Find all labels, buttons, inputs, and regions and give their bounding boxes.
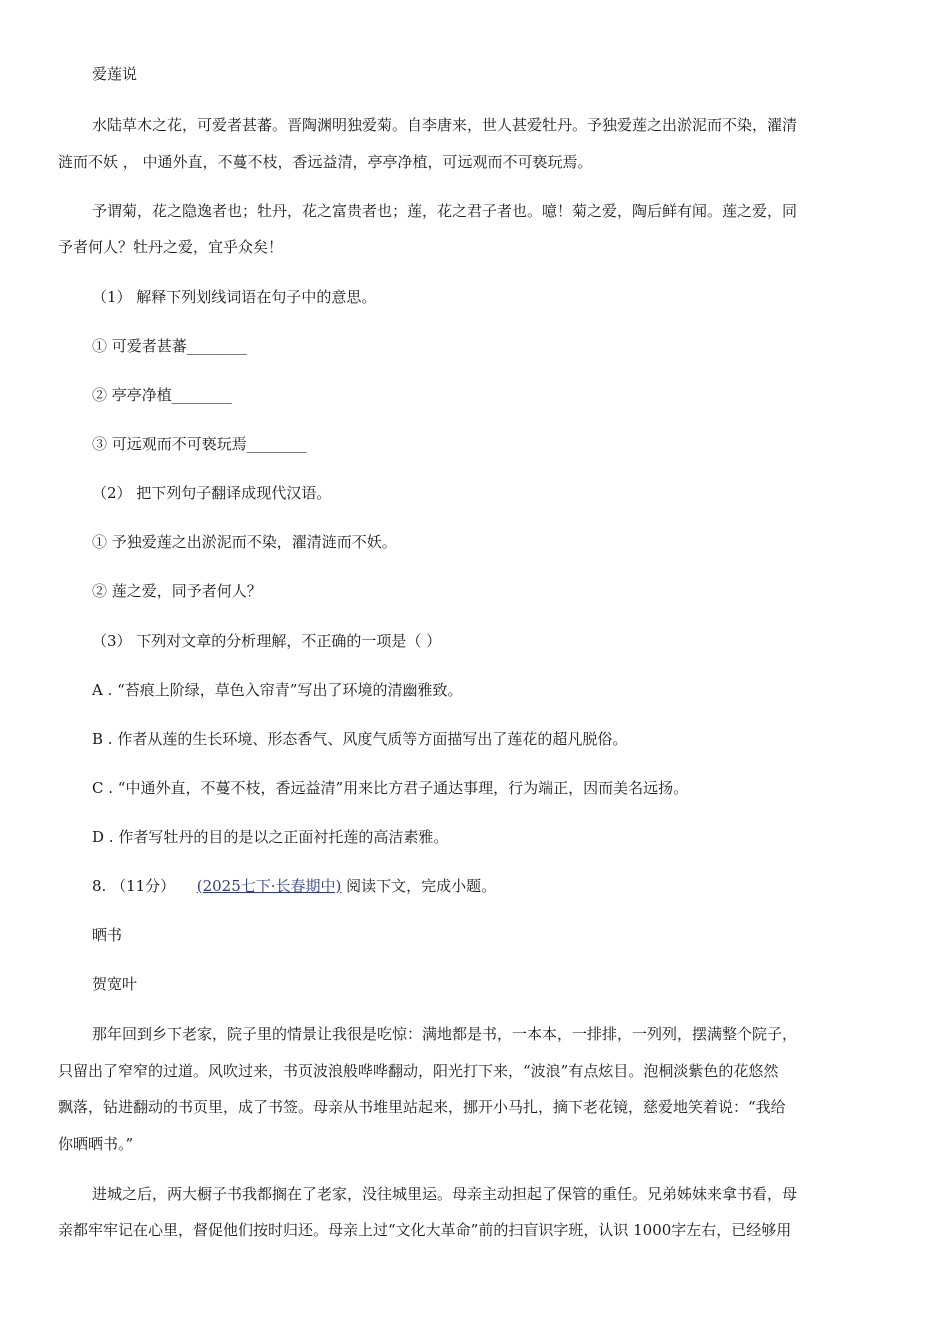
passage-paragraph-line: 飘落，钻进翻动的书页里，成了书签。母亲从书堆里站起来，挪开小马扎，摘下老花镜，慈爱地笑着说：“我给 <box>58 1098 786 1116</box>
passage-title: 爱莲说 <box>92 65 138 83</box>
choice-option-d: D . 作者写牡丹的目的是以之正面衬托莲的高洁素雅。 <box>92 828 449 846</box>
passage-paragraph-line: 涟而不妖 ， 中通外直，不蔓不枝，香远益清，亭亭净植，可远观而不可亵玩焉。 <box>58 153 593 171</box>
question-item: ③ 可远观而不可亵玩焉________ <box>92 435 307 453</box>
passage-author: 贺宽叶 <box>92 975 138 993</box>
choice-option-b: B . 作者从莲的生长环境、形态香气、风度气质等方面描写出了莲花的超凡脱俗。 <box>92 730 628 748</box>
passage-paragraph-line: 只留出了窄窄的过道。风吹过来，书页波浪般哗哗翻动，阳光打下来，“波浪”有点炫目。泡桐淡紫色的花悠然 <box>58 1062 779 1080</box>
choice-option-a: A . “苔痕上阶绿，草色入帘青”写出了环境的清幽雅致。 <box>92 681 463 699</box>
passage-paragraph-line: 水陆草木之花，可爱者甚蕃。晋陶渊明独爱菊。自李唐来，世人甚爱牡丹。予独爱莲之出淤泥而不染，濯清 <box>92 116 798 134</box>
passage-paragraph-line: 你晒晒书。” <box>58 1135 134 1153</box>
question-instruction: 阅读下文，完成小题。 <box>346 877 497 895</box>
question-prompt: （3） 下列对文章的分析理解，不正确的一项是（ ） <box>92 632 442 650</box>
question-item: ② 亭亭净植________ <box>92 386 232 404</box>
question-header <box>92 876 496 896</box>
source-link[interactable]: (2025七下·长春期中) <box>196 877 342 895</box>
question-item: ② 莲之爱，同予者何人？ <box>92 582 262 600</box>
question-prompt: （2） 把下列句子翻译成现代汉语。 <box>92 484 332 502</box>
choice-option-c: C . “中通外直，不蔓不枝，香远益清”用来比方君子通达事理，行为端正，因而美名远扬。 <box>92 779 689 797</box>
passage-paragraph-line: 那年回到乡下老家，院子里的情景让我很是吃惊：满地都是书，一本本，一排排，一列列，摆满整个院子， <box>92 1025 798 1043</box>
passage-paragraph-line: 予谓菊，花之隐逸者也；牡丹，花之富贵者也；莲，花之君子者也。噫！菊之爱，陶后鲜有闻。莲之爱，同 <box>92 202 798 220</box>
passage-paragraph-line: 亲都牢牢记在心里，督促他们按时归还。母亲上过“文化大革命”前的扫盲识字班，认识 1000字左右，已经够用 <box>58 1221 792 1239</box>
question-prompt: （1） 解释下列划线词语在句子中的意思。 <box>92 288 377 306</box>
passage-paragraph-line: 予者何人？牡丹之爱，宜乎众矣！ <box>58 238 284 256</box>
question-item: ① 可爱者甚蕃________ <box>92 337 247 355</box>
passage-paragraph-line: 进城之后，两大橱子书我都搁在了老家，没往城里运。母亲主动担起了保管的重任。兄弟姊妹来拿书看，母 <box>92 1185 798 1203</box>
passage-title: 晒书 <box>92 926 123 944</box>
question-item: ① 予独爱莲之出淤泥而不染，濯清涟而不妖。 <box>92 533 397 551</box>
question-number: 8. （11分） <box>92 877 176 895</box>
